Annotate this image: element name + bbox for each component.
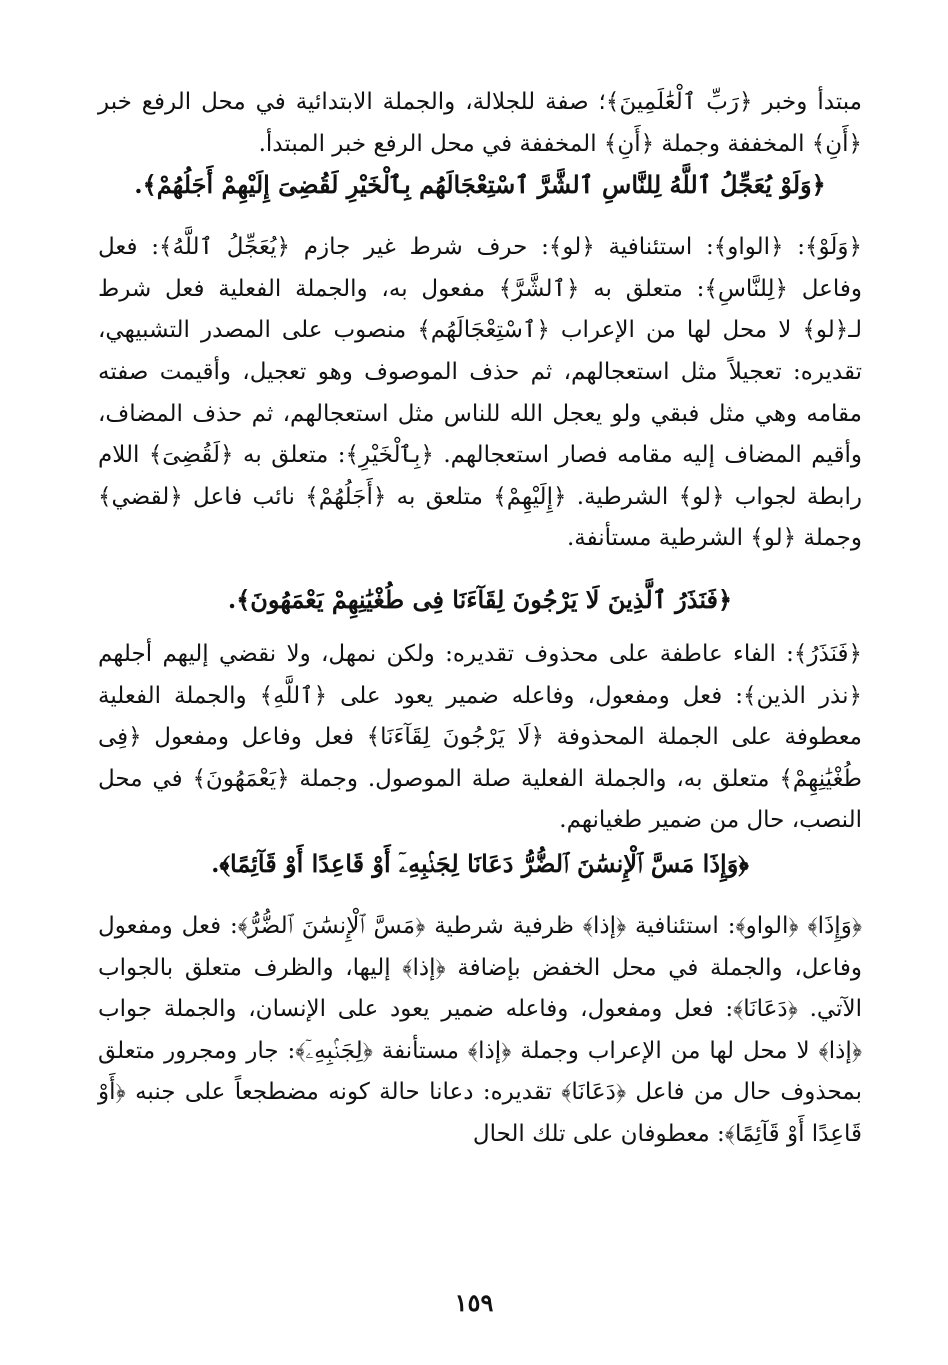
page-body bbox=[98, 82, 862, 1155]
paragraph-irab-2: ﴿فَنَذَرُ﴾: الفاء عاطفة على محذوف تقديره: ولكن نمهل، ولا نقضي إليهم أجلهم ﴿نذر الذين﴾: فعل ومفعول، وفاعله ضمير يعود على ﴿ٱللَّهِ﴾ والجملة الفعلية معطوفة على الجملة المحذوفة ﴿لَا يَرْجُونَ لِقَآءَنَا﴾ فعل وفاعل ومفعول ﴿فِى طُغْيَٰنِهِمْ﴾ متعلق به، والجملة الفعلية صلة الموصول. وجملة ﴿يَعْمَهُونَ﴾ في محل النصب، حال من ضمير طغيانهم. bbox=[98, 640, 862, 834]
quran-verse-1: ﴿وَلَوْ يُعَجِّلُ ٱللَّهُ لِلنَّاسِ ٱلشَّرَّ ٱسْتِعْجَالَهُم بِٱلْخَيْرِ لَقُضِىَ إِلَيْهِمْ أَجَلُهُمْ﴾. bbox=[134, 170, 826, 200]
paragraph-irab-3: ﴿وَإِذَا﴾ ﴿الواو﴾: استئنافية ﴿إذا﴾ ظرفية شرطية ﴿مَسَّ ٱلْإِنسَٰنَ ٱلضُّرُّ﴾: فعل ومفعول وفاعل، والجملة في محل الخفض بإضافة ﴿إذا﴾ إليها، والظرف متعلق بالجواب الآتي. ﴿دَعَانَا﴾: فعل ومفعول، وفاعله ضمير يعود على الإنسان، والجملة جواب ﴿إذا﴾ لا محل لها من الإعراب وجملة ﴿إذا﴾ مستأنفة ﴿لِجَنۢبِهِۦٓ﴾: جار ومجرور متعلق بمحذوف حال من فاعل ﴿دَعَانَا﴾ تقديره: دعانا حالة كونه مضطجعاً على جنبه ﴿أَوْ قَاعِدًا أَوْ قَآئِمًا﴾: معطوفان على تلك الحال bbox=[98, 912, 862, 1147]
quran-verse-2: ﴿فَنَذَرُ ٱلَّذِينَ لَا يَرْجُونَ لِقَآءَنَا فِى طُغْيَٰنِهِمْ يَعْمَهُونَ﴾. bbox=[227, 584, 733, 614]
paragraph-intro: مبتدأ وخبر ﴿رَبِّ ٱلْعَٰلَمِينَ﴾؛ صفة للجلالة، والجملة الابتدائية في محل الرفع خبر ﴿أَنِ﴾ المخففة وجملة ﴿أَنِ﴾ المخففة في محل الرفع خبر المبتدأ. bbox=[98, 89, 862, 157]
quran-verse-3: ﴿وَإِذَا مَسَّ ٱلْإِنسَٰنَ ٱلضُّرُّ دَعَانَا لِجَنۢبِهِۦٓ أَوْ قَاعِدًا أَوْ قَآئِمًا﴾. bbox=[211, 848, 749, 878]
page-number: ١٥٩ bbox=[454, 1288, 494, 1317]
paragraph-irab-1: ﴿وَلَوْ﴾: ﴿الواو﴾: استئنافية ﴿لو﴾: حرف شرط غير جازم ﴿يُعَجِّلُ ٱللَّهُ﴾: فعل وفاعل ﴿لِلنَّاسِ﴾: متعلق به ﴿ٱلشَّرَّ﴾ مفعول به، والجملة الفعلية فعل شرط لـ﴿لو﴾ لا محل لها من الإعراب ﴿ٱسْتِعْجَالَهُم﴾ منصوب على المصدر التشبيهي، تقديره: تعجيلاً مثل استعجالهم، ثم حذف الموصوف وهو تعجيل، وأقيمت صفته مقامه وهي مثل فبقي ولو يعجل الله للناس مثل استعجالهم، ثم حذف المضاف، وأقيم المضاف إليه مقامه فصار استعجالهم. ﴿بِٱلْخَيْرِ﴾: متعلق به ﴿لَقُضِىَ﴾ اللام رابطة لجواب ﴿لو﴾ الشرطية. ﴿إِلَيْهِمْ﴾ متلعق به ﴿أَجَلُهُمْ﴾ نائب فاعل ﴿لقضي﴾ وجملة ﴿لو﴾ الشرطية مستأنفة. bbox=[98, 234, 862, 552]
